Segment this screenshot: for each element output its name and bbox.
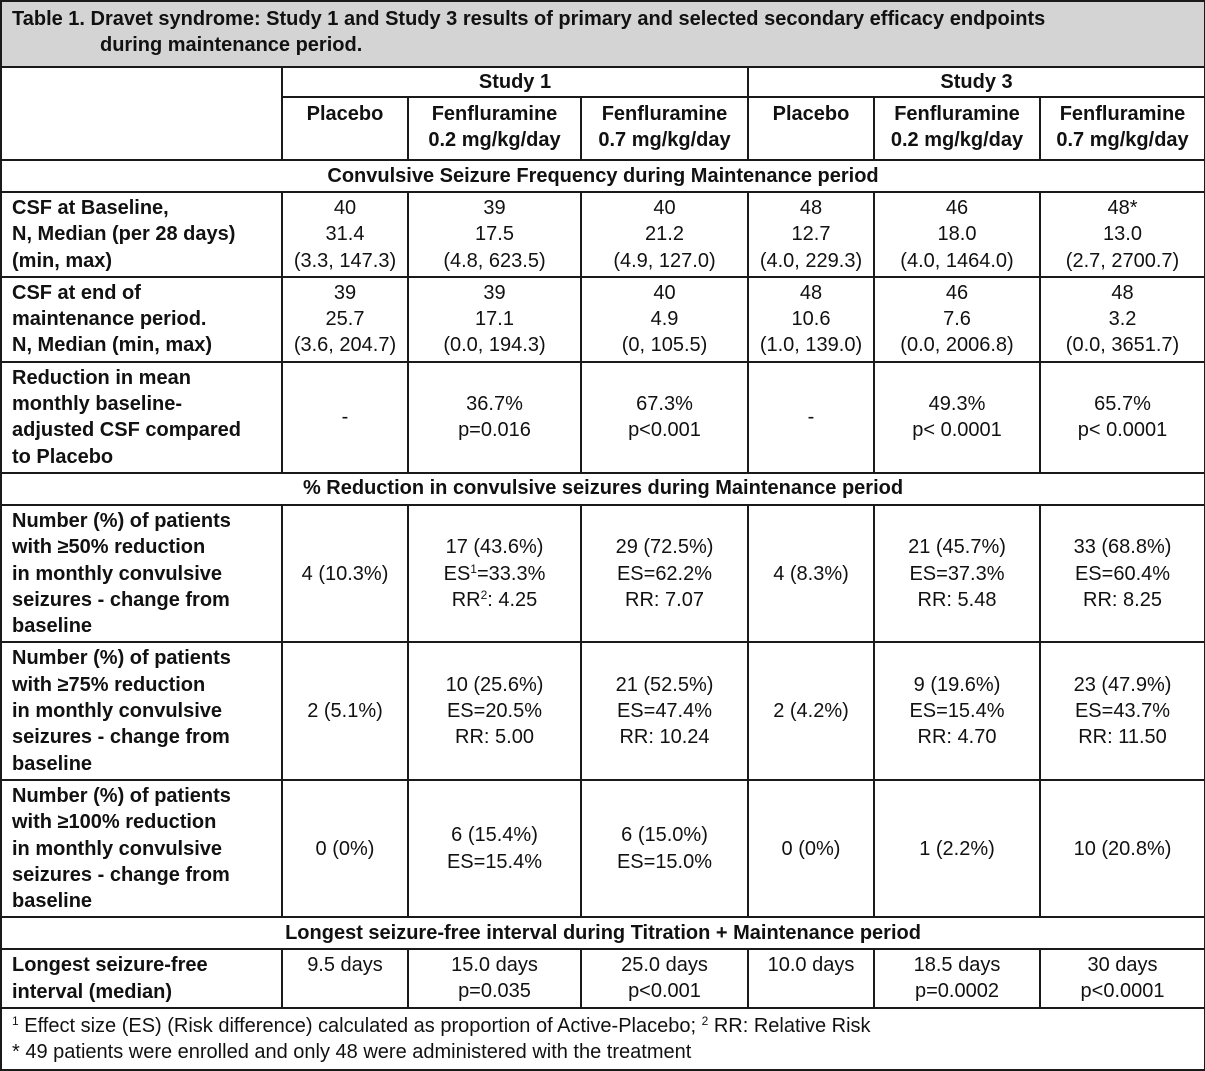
value-line: (0.0, 3651.7) [1065,334,1180,357]
value-cell [581,642,748,779]
row-label-line: Longest seizure-free [12,954,208,977]
value-line: 17 (43.6%) [445,536,544,559]
value-line: (0.0, 194.3) [443,334,546,357]
value-line: (4.0, 1464.0) [900,249,1014,272]
value-line: RR: 11.50 [1078,726,1167,749]
value-cell [1040,192,1205,277]
value-cell [748,362,874,473]
column-header-2 [581,97,748,160]
value-line: RR: 4.70 [917,726,997,749]
value-line: 1 (2.2%) [919,837,995,860]
table-title-line-1: Table 1. Dravet syndrome: Study 1 and Study 3 results of primary and selected secondary efficacy endpoints [12,8,1046,30]
column-header-line-2: 0.7 mg/kg/day [598,129,731,151]
value-line: 48 [799,281,823,304]
value-line: 2 (5.1%) [307,700,383,723]
value-line: 31.4 [325,223,365,246]
value-cell [408,780,581,917]
value-cell [1040,505,1205,642]
row-label-line: maintenance period. [12,308,207,331]
row-label-line: CSF at end of [12,281,141,304]
value-cell [282,192,408,277]
value-cell [581,192,748,277]
row-label-line: baseline [12,752,93,775]
value-cell [282,277,408,362]
row-label [1,362,282,473]
footnote-2-mark: 2 [701,1014,709,1029]
value-line: ES=15.4% [446,850,543,873]
row-mean-reduction [1,362,1205,473]
row-100-reduction [1,780,1205,917]
value-line: ES=62.2% [616,562,713,585]
value-cell [408,642,581,779]
study-3-header: Study 3 [748,67,1205,97]
value-line: p=0.035 [458,980,531,1003]
value-line: 6 (15.0%) [621,824,708,847]
value-line: p< 0.0001 [912,419,1002,442]
row-csf-end [1,277,1205,362]
value-line: 21 (52.5%) [615,673,714,696]
value-line: 46 [945,281,969,304]
row-label-line: to Placebo [12,445,114,468]
row-label-line: Number (%) of patients [12,647,231,670]
value-line: 49.3% [928,393,986,416]
es-value: =33.3% [476,562,546,585]
column-header-line-2: 0.2 mg/kg/day [890,129,1024,151]
value-line: (3.3, 147.3) [293,249,397,272]
value-line: (2.7, 2700.7) [1065,249,1180,272]
value-line: 36.7% [466,393,523,416]
row-label [1,949,282,1008]
value-line: 4 (10.3%) [301,562,389,585]
value-cell [1040,362,1205,473]
header-blank-cell [1,67,282,160]
row-label-line: N, Median (min, max) [12,334,213,357]
value-line: 29 (72.5%) [615,536,714,559]
column-header-line-1: Fenfluramine [1059,103,1186,125]
value-line: 3.2 [1108,308,1137,331]
value-cell [282,780,408,917]
column-header-4 [874,97,1040,160]
value-cell [408,192,581,277]
es-footnote-mark: 1 [470,561,477,576]
value-cell [581,949,748,1008]
value-cell [408,505,581,642]
value-cell [748,949,874,1008]
value-line: 6 (15.4%) [451,824,538,847]
value-line: 39 [483,197,506,219]
value-line: 40 [653,281,676,304]
column-header-line-1: Fenfluramine [431,103,558,125]
value-line: - [341,406,349,429]
row-label-line: CSF at Baseline, [12,197,169,219]
value-line: ES=60.4% [1074,562,1171,585]
rr-footnote-mark: 2 [480,587,488,602]
value-line: ES=43.7% [1074,700,1171,723]
value-line: 48 [1111,281,1134,304]
value-line: 25.0 days [621,954,708,977]
value-cell [1040,780,1205,917]
column-header-3 [748,97,874,160]
row-label-line: Number (%) of patients [12,784,231,807]
value-cell [408,362,581,473]
row-label-line: (min, max) [12,249,113,272]
table-title-line-2: during maintenance period. [100,34,363,56]
value-line: 48* [1107,197,1138,219]
value-cell [581,362,748,473]
value-line: 40 [653,197,676,219]
value-line: 7.6 [943,308,971,331]
section-header-seizure-free: Longest seizure-free interval during Titration + Maintenance period [1,917,1205,949]
value-cell [282,362,408,473]
value-line: (0, 105.5) [621,334,708,357]
row-label-line: with ≥75% reduction [12,673,206,696]
value-line: 67.3% [636,393,693,416]
row-label-line: monthly baseline- [12,393,183,416]
footnote-3: * 49 patients were enrolled and only 48 were administered with the treatment [12,1041,692,1064]
footnote-1 [12,1013,1194,1039]
row-label [1,505,282,642]
value-line: (3.6, 204.7) [293,334,397,357]
row-label-line: adjusted CSF compared [12,419,241,442]
value-cell [282,949,408,1008]
value-line: 21 (45.7%) [908,536,1006,559]
value-cell [581,277,748,362]
value-cell [874,642,1040,779]
value-line: p<0.001 [628,980,701,1003]
es-label: ES [443,562,471,585]
row-label-line: Number (%) of patients [12,509,231,532]
rr-value: : 4.25 [487,588,538,611]
row-seizure-free [1,949,1205,1008]
value-line: 10.6 [791,308,831,331]
row-75-reduction [1,642,1205,779]
row-label-line: seizures - change from [12,726,230,749]
value-line: 10.0 days [767,954,855,977]
row-label-line: with ≥50% reduction [12,536,206,559]
value-line: p=0.016 [458,419,531,442]
footnote-1-mark: 1 [12,1014,19,1029]
column-header-line-1: Fenfluramine [894,103,1020,125]
value-line: 9.5 days [307,954,383,977]
value-cell [581,780,748,917]
value-line: RR: 10.24 [619,726,710,749]
value-cell [408,949,581,1008]
row-label-line: baseline [12,890,93,913]
value-line: 40 [333,197,357,219]
rr-label: RR [451,588,481,611]
value-line: 23 (47.9%) [1073,673,1172,696]
column-header-5 [1040,97,1205,160]
row-csf-baseline [1,192,1205,277]
value-line: RR: 8.25 [1083,588,1162,611]
section-header-reduction: % Reduction in convulsive seizures during Maintenance period [1,473,1205,505]
value-cell [748,505,874,642]
value-cell [748,192,874,277]
value-line: 65.7% [1094,393,1151,416]
value-cell [874,362,1040,473]
value-line: RR: 7.07 [625,588,704,611]
value-line: 0 (0%) [781,837,841,860]
value-cell [1040,642,1205,779]
value-line [411,561,578,587]
column-header-line-1: Placebo [772,103,850,125]
footnote-2-text: RR: Relative Risk [708,1015,871,1038]
value-line [411,587,578,613]
value-line: p< 0.0001 [1077,419,1168,442]
value-line: ES=20.5% [446,700,543,723]
value-cell [874,277,1040,362]
value-line: (4.8, 623.5) [443,249,546,272]
value-line: 17.1 [475,308,514,331]
value-cell [748,642,874,779]
value-line: 18.5 days [913,954,1001,977]
value-line: 18.0 [937,223,977,246]
row-label-line: in monthly convulsive [12,700,223,723]
value-cell [874,505,1040,642]
value-cell [1040,277,1205,362]
value-line: 12.7 [791,223,831,246]
row-label [1,642,282,779]
value-line: 0 (0%) [315,837,375,860]
row-label [1,277,282,362]
value-line: 4.9 [650,308,679,331]
row-label-line: interval (median) [12,980,173,1003]
row-label-line: seizures - change from [12,588,230,611]
row-label-line: baseline [12,615,93,638]
value-line: p<0.001 [628,419,701,442]
value-line: (0.0, 2006.8) [900,334,1014,357]
value-cell [748,780,874,917]
value-line: ES=15.0% [616,850,713,873]
value-line: 21.2 [645,223,684,246]
value-cell [581,505,748,642]
value-line: (1.0, 139.0) [759,334,863,357]
value-line: 13.0 [1103,223,1142,246]
value-line: (4.9, 127.0) [613,249,716,272]
row-label-line: Reduction in mean [12,366,191,389]
value-line: 15.0 days [451,954,538,977]
row-label [1,780,282,917]
row-label-line: in monthly convulsive [12,562,223,585]
row-label-line: in monthly convulsive [12,837,223,860]
value-line: 10 (25.6%) [445,673,544,696]
row-50-reduction [1,505,1205,642]
footnotes [1,1008,1205,1070]
value-line: 39 [483,281,506,304]
value-line: (4.0, 229.3) [759,249,863,272]
footnote-1-text: Effect size (ES) (Risk difference) calculated as proportion of Active-Placebo; [18,1015,702,1038]
value-line: 4 (8.3%) [773,562,849,585]
value-line: 46 [945,197,969,219]
value-cell [282,642,408,779]
value-line: 17.5 [475,223,514,246]
value-line: 9 (19.6%) [913,673,1001,696]
value-cell [748,277,874,362]
value-line: p=0.0002 [915,980,999,1003]
value-cell [1040,949,1205,1008]
table-title [1,1,1205,67]
value-line: ES=37.3% [909,562,1005,585]
value-line: 39 [333,281,357,304]
study-1-header: Study 1 [282,67,748,97]
value-line: ES=47.4% [616,700,713,723]
column-header-1 [408,97,581,160]
value-line: 48 [799,197,823,219]
value-line: RR: 5.00 [455,726,534,749]
value-cell [874,780,1040,917]
row-label-line: N, Median (per 28 days) [12,223,236,246]
column-header-0 [282,97,408,160]
value-line: 10 (20.8%) [1073,837,1172,860]
value-cell [408,277,581,362]
value-cell [874,192,1040,277]
section-header-csf: Convulsive Seizure Frequency during Maintenance period [1,160,1205,192]
value-cell [282,505,408,642]
value-line: 33 (68.8%) [1073,536,1172,559]
value-cell [874,949,1040,1008]
value-line: 25.7 [325,308,365,331]
row-label [1,192,282,277]
value-line: 2 (4.2%) [773,700,849,723]
row-label-line: seizures - change from [12,863,230,886]
row-label-line: with ≥100% reduction [12,811,217,834]
value-line: ES=15.4% [909,700,1005,723]
value-line: 30 days [1087,954,1158,977]
value-line: p<0.0001 [1080,980,1165,1003]
column-header-line-2: 0.2 mg/kg/day [428,129,561,151]
value-line: - [807,406,815,429]
column-header-line-2: 0.7 mg/kg/day [1056,129,1189,151]
column-header-line-1: Placebo [306,103,384,125]
value-line: RR: 5.48 [917,588,997,611]
column-header-line-1: Fenfluramine [601,103,728,125]
